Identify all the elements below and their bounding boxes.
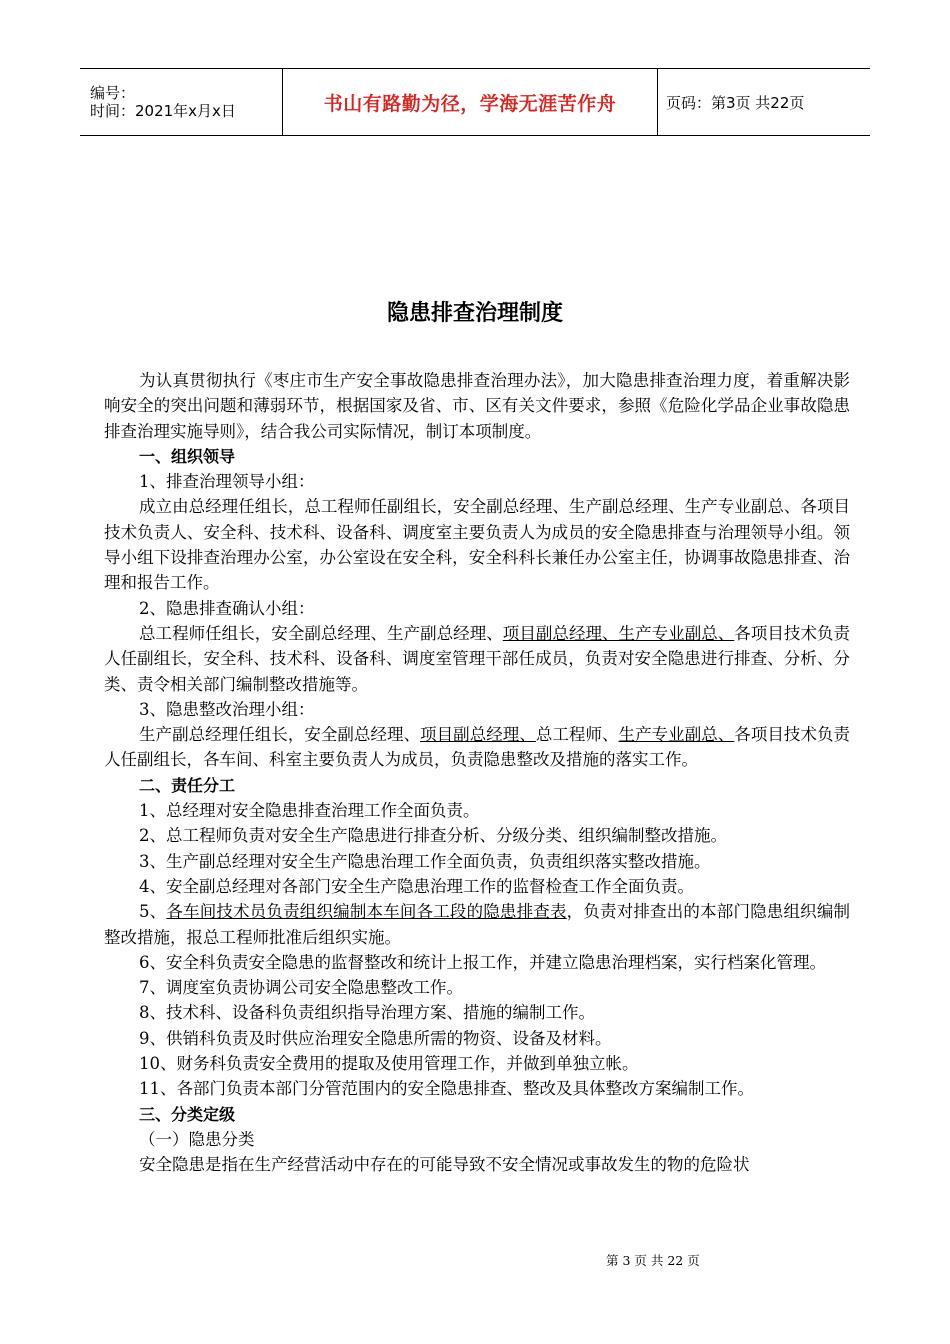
subsection-title: 1、排查治理领导小组： bbox=[139, 472, 315, 492]
text-span: 各项目技术负责人任副组长，安全科、技术科、设备科、调度室管理干部任成员，负责对安全隐患进行排查、分析、分类、责令相关部门编制整改措施等。 bbox=[104, 623, 851, 694]
page-header bbox=[80, 68, 870, 136]
document-body bbox=[104, 368, 850, 1178]
list-item: 4、安全副总经理对各部门安全生产隐患治理工作的监督检查工作全面负责。 bbox=[139, 876, 694, 896]
underlined-text: 各车间技术员负责组织编制本车间各工段的隐患排查表 bbox=[166, 902, 567, 922]
section-heading: 二、责任分工 bbox=[139, 775, 236, 795]
subsection-title: 3、隐患整改治理小组： bbox=[139, 699, 315, 719]
list-item: 2、总工程师负责对安全生产隐患进行排查分析、分级分类、组织编制整改措施。 bbox=[139, 826, 727, 846]
list-item: 7、调度室负责协调公司安全隐患整改工作。 bbox=[139, 978, 463, 998]
paragraph bbox=[104, 621, 850, 697]
text-span: 总工程师、 bbox=[535, 725, 619, 745]
section-heading: 三、分类定级 bbox=[139, 1104, 236, 1124]
page-info: 页码：第3页 共22页 bbox=[666, 93, 805, 112]
intro-paragraph: 为认真贯彻执行《枣庄市生产安全事故隐患排查治理办法》，加大隐患排查治理力度，着重解决影响安全的突出问题和薄弱环节，根据国家及省、市、区有关文件要求，参照《危险化学品企业事故隐患排查治理实施导则》，结合我公司实际情况，制订本项制度。 bbox=[104, 371, 850, 441]
motto: 书山有路勤为径，学海无涯苦作舟 bbox=[323, 92, 617, 115]
section-heading: 一、组织领导 bbox=[139, 446, 236, 466]
list-item: 10、财务科负责安全费用的提取及使用管理工作，并做到单独立帐。 bbox=[139, 1054, 639, 1074]
paragraph: 安全隐患是指在生产经营活动中存在的可能导致不安全情况或事故发生的物的危险状 bbox=[139, 1155, 750, 1175]
list-item: 1、总经理对安全隐患排查治理工作全面负责。 bbox=[139, 801, 480, 821]
time-label: 时间：2021年x月x日 bbox=[90, 102, 236, 120]
list-item: 3、生产副总经理对安全生产隐患治理工作全面负责，负责组织落实整改措施。 bbox=[139, 851, 711, 871]
header-meta bbox=[80, 69, 282, 135]
underlined-text: 项目副总经理、生产专业副总、 bbox=[502, 623, 735, 643]
list-item bbox=[104, 899, 850, 950]
number-label: 编号： bbox=[90, 84, 136, 102]
text-span: 总工程师任组长，安全副总经理、生产副总经理、 bbox=[139, 623, 503, 643]
list-item: 6、安全科负责安全隐患的监督整改和统计上报工作，并建立隐患治理档案，实行档案化管理。 bbox=[139, 952, 826, 972]
paragraph bbox=[104, 722, 850, 773]
header-page-info-cell bbox=[658, 69, 870, 135]
text-span: 各项目技术负责人任副组长，各车间、科室主要负责人为成员，负责隐患整改及措施的落实工作。 bbox=[104, 725, 851, 770]
list-item: 11、各部门负责本部门分管范围内的安全隐患排查、整改及具体整改方案编制工作。 bbox=[139, 1079, 754, 1099]
subsection-title: （一）隐患分类 bbox=[139, 1129, 255, 1149]
header-motto-cell bbox=[282, 69, 658, 135]
document-title: 隐患排查治理制度 bbox=[386, 301, 563, 326]
list-item: 9、供销科负责及时供应治理安全隐患所需的物资、设备及材料。 bbox=[139, 1028, 612, 1048]
subsection-title: 2、隐患排查确认小组： bbox=[139, 598, 315, 618]
underlined-text: 项目副总经理、 bbox=[420, 725, 536, 745]
text-span: 生产副总经理任组长，安全副总经理、 bbox=[139, 725, 421, 745]
text-span: 5、 bbox=[139, 902, 167, 922]
underlined-text: 生产专业副总、 bbox=[618, 725, 735, 745]
list-item: 8、技术科、设备科负责组织指导治理方案、措施的编制工作。 bbox=[139, 1003, 595, 1023]
text-span: ，负责对排查出的本部门隐患组织编制整改措施，报总工程师批准后组织实施。 bbox=[104, 902, 851, 947]
page-footer: 第 3 页 共 22 页 bbox=[606, 1253, 700, 1268]
paragraph: 成立由总经理任组长，总工程师任副组长，安全副总经理、生产副总经理、生产专业副总、各项目技术负责人、安全科、技术科、设备科、调度室主要负责人为成员的安全隐患排查与治理领导小组。领导小组下设排查治理办公室，办公室设在安全科，安全科科长兼任办公室主任，协调事故隐患排查、治理和报告工作。 bbox=[104, 497, 850, 593]
